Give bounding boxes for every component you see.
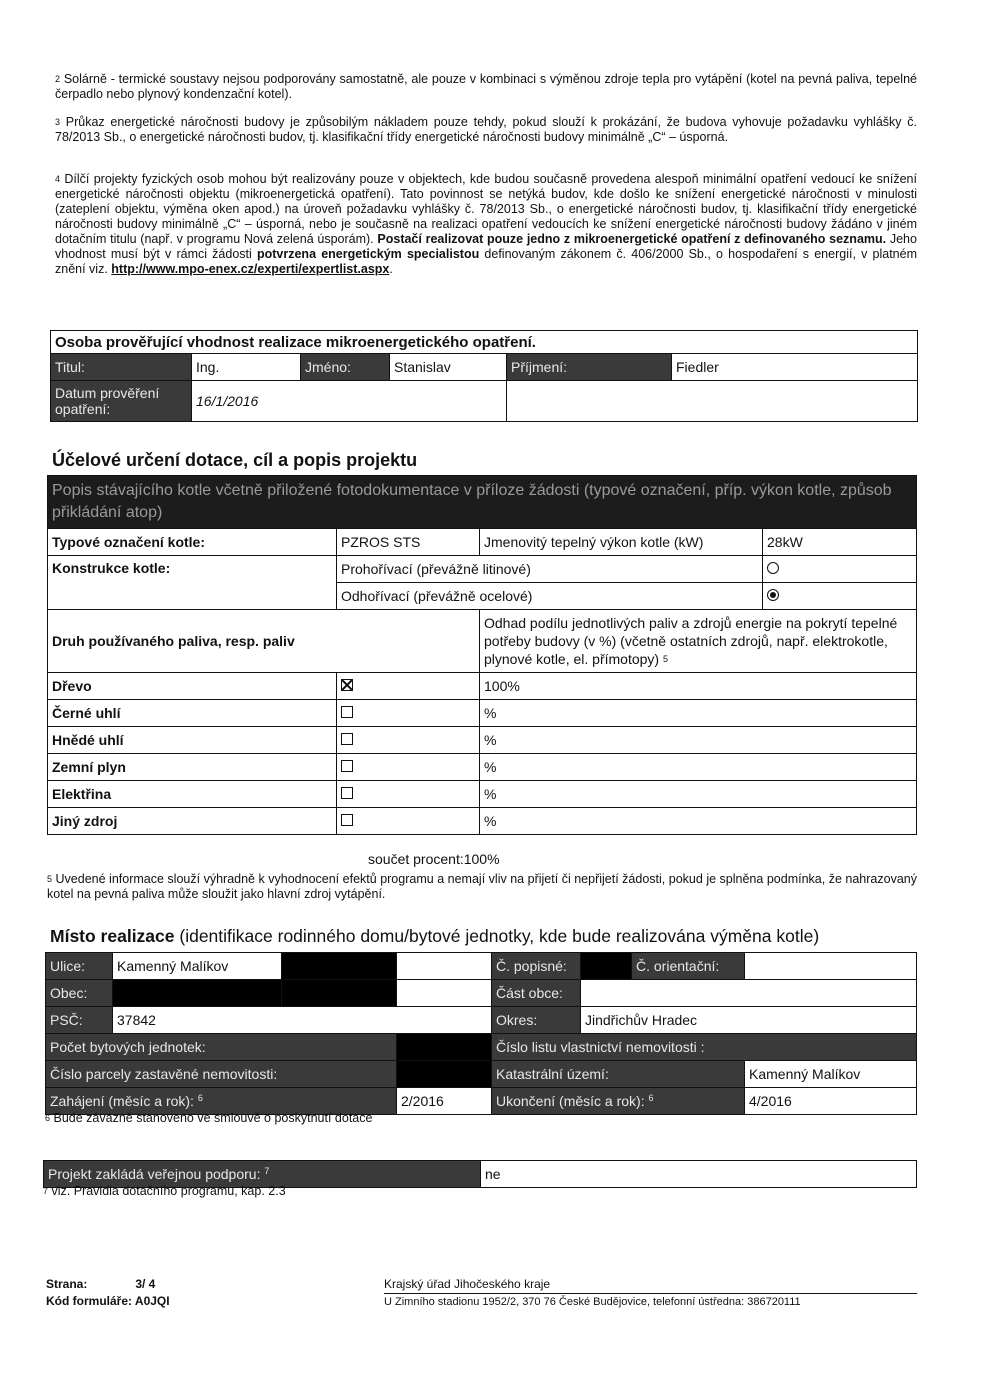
odhad-label: Odhad podílu jednotlivých paliv a zdrojů energie na pokrytí tepelné potřeby budovy (v %) (včetně ostatních zdrojů, např. elektrokotle, plynové kotle, el. přímotopy) (484, 615, 898, 667)
footnote-7 (43, 1184, 286, 1199)
odhad-footnote-ref: 5 (662, 654, 668, 664)
cast-label: Část obce: (492, 980, 581, 1007)
cast-field[interactable] (581, 980, 917, 1007)
footer-left (46, 1276, 170, 1310)
fuel-percent[interactable]: % (480, 700, 917, 727)
vykon-field[interactable]: 28kW (763, 529, 917, 556)
footnote-5-text: Uvedené informace slouží výhradně k vyhodnocení efektů programu a nemají vliv na přijetí či nepřijetí žádosti, pokud je splněna podmínka, že nahrazovaný kotel na pevná paliva může sloužit jako hlavní zdroj vytápění. (47, 872, 917, 901)
fuel-check-cell (337, 781, 480, 808)
fuel-percent[interactable]: % (480, 727, 917, 754)
checkbox[interactable] (341, 706, 353, 718)
footnote-2-number: 2 (55, 74, 61, 84)
support-field[interactable]: ne (481, 1161, 917, 1188)
prijmeni-label: Příjmení: (507, 354, 672, 381)
zahajeni-label: Zahájení (měsíc a rok): (50, 1093, 194, 1109)
footer-right (384, 1276, 917, 1311)
jmeno-field[interactable]: Stanislav (390, 354, 507, 381)
footnote-7-number: 7 (43, 1186, 49, 1196)
fuel-name: Jiný zdroj (48, 808, 337, 835)
datum-label: Datum prověření opatření: (51, 381, 192, 422)
psc-label: PSČ: (46, 1007, 113, 1034)
option-prohorivaci-cell (763, 556, 917, 583)
fuel-check-cell (337, 727, 480, 754)
soucet-row (368, 851, 500, 867)
fuel-name: Elektřina (48, 781, 337, 808)
support-footnote-ref: 7 (264, 1166, 270, 1176)
footnote-4-text-c: definovaným zákonem č. 406/2000 Sb., o hospodaření s energií, v platném znění viz. (55, 247, 917, 276)
checkbox[interactable] (341, 814, 353, 826)
footnote-5-number: 5 (47, 874, 53, 884)
list-label: Číslo listu vlastnictví nemovitosti : (492, 1034, 917, 1061)
typ-label: Typové označení kotle: (48, 529, 337, 556)
fuel-percent[interactable]: % (480, 754, 917, 781)
footnote-3-number: 3 (55, 117, 61, 127)
strana-value: 3/ 4 (135, 1277, 156, 1291)
option-odhorivaci-label: Odhořívací (převážně ocelové) (337, 583, 763, 610)
checkbox[interactable] (341, 787, 353, 799)
soucet-value: 100% (463, 851, 500, 867)
ulice-extra-field[interactable] (397, 953, 492, 980)
radio-odhorivaci-selected[interactable] (767, 589, 779, 601)
parcela-label: Číslo parcely zastavěné nemovitosti: (46, 1061, 397, 1088)
footnote-4-number: 4 (55, 174, 61, 184)
psc-field[interactable]: 37842 (113, 1007, 492, 1034)
checkbox[interactable] (341, 760, 353, 772)
obec-label: Obec: (46, 980, 113, 1007)
footnote-4-end: . (389, 262, 393, 276)
ukonceni-label-cell (492, 1088, 745, 1115)
boiler-table (47, 475, 917, 835)
fuel-percent[interactable]: 100% (480, 673, 917, 700)
orientacni-label: Č. orientační: (632, 953, 745, 980)
ulice-label: Ulice: (46, 953, 113, 980)
footer-org: Krajský úřad Jihočeského kraje (384, 1276, 917, 1294)
odhad-cell (480, 610, 917, 673)
fuel-percent[interactable]: % (480, 781, 917, 808)
soucet-label: součet procent: (368, 851, 464, 867)
verifier-heading: Osoba prověřující vhodnost realizace mikroenergetického opatření. (51, 331, 918, 354)
purpose-heading: Účelové určení dotace, cíl a popis projektu (52, 450, 418, 470)
footnote-4-text-b: Jeho vhodnost musí být v rámci žádosti (55, 232, 917, 261)
footnote-4-bold-2: potvrzena energetickým specialistou (256, 247, 480, 261)
okres-field[interactable]: Jindřichův Hradec (581, 1007, 917, 1034)
option-prohorivaci-label: Prohořívací (převážně litinové) (337, 556, 763, 583)
titul-label: Titul: (51, 354, 192, 381)
boiler-description-header: Popis stávajícího kotle včetně přiložené fotodokumentace v příloze žádosti (typové označení, příp. výkon kotle, způsob přikládání atop) (48, 476, 917, 529)
checkbox-checked[interactable] (341, 679, 353, 691)
datum-field[interactable]: 16/1/2016 (192, 381, 507, 422)
footnote-6 (45, 1111, 372, 1126)
place-heading (50, 926, 819, 947)
kod-value: A0JQI (134, 1294, 170, 1308)
titul-field[interactable]: Ing. (192, 354, 301, 381)
footnote-4-text-a: Dílčí projekty fyzických osob mohou být realizovány pouze v objektech, kde budou současně provedena alespoň minimální opatření vedoucí ke snížení energetické náročnosti objektu (mikroenergetická opatření). Tato povinnost se netýká budov, kde došlo ke snížení energetické náročnosti v minulosti (zateplení objektu, výměna oken apod.) na úroveň požadavku vyhlášky č. 78/2013 Sb., o energetické náročnosti budov, tj. klasifikační třídy energetické náročnosti budovy minimálně „C“ – úsporná, nebo je současně na realizaci opatření vedoucích ke snížení energetické náročnosti budovy žádáno v jiném dotačním titulu (např. v programu Nová zelená úsporám). (55, 172, 917, 246)
option-odhorivaci-cell (763, 583, 917, 610)
expert-list-link[interactable]: http://www.mpo-enex.cz/experti/expertlist.aspx (111, 262, 390, 276)
redacted-block (282, 953, 397, 980)
redacted-obec (113, 980, 282, 1007)
radio-prohorivaci[interactable] (767, 562, 779, 574)
typ-field[interactable]: PZROS STS (337, 529, 480, 556)
fuel-name: Hnědé uhlí (48, 727, 337, 754)
fuel-check-cell (337, 673, 480, 700)
footnote-6-number: 6 (45, 1113, 51, 1123)
verifier-table (50, 330, 918, 422)
ulice-field[interactable]: Kamenný Malíkov (113, 953, 282, 980)
fuel-name: Černé uhlí (48, 700, 337, 727)
fuel-check-cell (337, 700, 480, 727)
zahajeni-footnote-ref: 6 (197, 1093, 203, 1103)
strana-label: Strana: (46, 1277, 88, 1291)
datum-empty-cell (507, 381, 918, 422)
place-table (45, 952, 917, 1115)
fuel-percent[interactable]: % (480, 808, 917, 835)
fuel-check-cell (337, 808, 480, 835)
fuel-row (48, 700, 917, 727)
katastr-label: Katastrální území: (492, 1061, 745, 1088)
footnote-7-text: viz. Pravidla dotačního programu, kap. 2.3 (51, 1184, 286, 1198)
footnote-5 (47, 872, 917, 902)
kod-label: Kód formuláře: (46, 1294, 133, 1308)
orientacni-field[interactable] (745, 953, 917, 980)
footnote-6-text: Bude závazně stanoveno ve smlouvě o poskytnutí dotace (53, 1111, 373, 1125)
footer-address: U Zimního stadionu 1952/2, 370 76 České Budějovice, telefonní ústředna: 386720111 (384, 1296, 801, 1308)
footnote-3-text: Průkaz energetické náročnosti budovy je způsobilým nákladem pouze tehdy, pokud slouží k prokázání, že budova vyhovuje požadavku vyhlášky č. 78/2013 Sb., o energetické náročnosti budov, tj. klasifikační třídy energetické náročnosti budovy minimálně „C“ – úsporná. (55, 115, 917, 144)
footnote-2-text: Solárně - termické soustavy nejsou podporovány samostatně, ale pouze v kombinaci s výměnou zdroje tepla pro vytápění (kotel na pevná paliva, tepelné čerpadlo nebo plynový kondenzační kotel). (55, 72, 917, 101)
fuel-row (48, 727, 917, 754)
obec-extra-field[interactable] (397, 980, 492, 1007)
pocet-label: Počet bytových jednotek: (46, 1034, 397, 1061)
fuel-row (48, 808, 917, 835)
fuel-row (48, 754, 917, 781)
redacted-parcela (397, 1061, 492, 1088)
prijmeni-field[interactable]: Fiedler (672, 354, 918, 381)
fuel-row (48, 781, 917, 808)
katastr-field[interactable]: Kamenný Malíkov (745, 1061, 917, 1088)
redacted-obec-2 (282, 980, 397, 1007)
fuel-check-cell (337, 754, 480, 781)
ukonceni-field[interactable]: 4/2016 (745, 1088, 917, 1115)
fuel-name: Dřevo (48, 673, 337, 700)
place-heading-bold: Místo realizace (50, 926, 175, 946)
zahajeni-field[interactable]: 2/2016 (397, 1088, 492, 1115)
druh-label: Druh používaného paliva, resp. paliv (48, 610, 480, 673)
okres-label: Okres: (492, 1007, 581, 1034)
support-label: Projekt zakládá veřejnou podporu: (48, 1166, 261, 1182)
fuel-row (48, 673, 917, 700)
checkbox[interactable] (341, 733, 353, 745)
footnote-4-bold-1: Postačí realizovat pouze jedno z mikroenergetické opatření z definovaného seznamu. (377, 232, 887, 246)
footnote-2 (55, 72, 917, 102)
fuel-name: Zemní plyn (48, 754, 337, 781)
redacted-popisne (581, 953, 632, 980)
jmeno-label: Jméno: (301, 354, 390, 381)
popisne-label: Č. popisné: (492, 953, 581, 980)
place-heading-rest: (identifikace rodinného domu/bytové jednotky, kde bude realizována výměna kotle) (179, 926, 820, 946)
footnote-3 (55, 115, 917, 145)
ukonceni-footnote-ref: 6 (648, 1093, 654, 1103)
footnote-4 (55, 172, 917, 277)
konstrukce-label: Konstrukce kotle: (48, 556, 337, 610)
vykon-label: Jmenovitý tepelný výkon kotle (kW) (480, 529, 763, 556)
ukonceni-label: Ukončení (měsíc a rok): (496, 1093, 645, 1109)
redacted-pocet (397, 1034, 492, 1061)
